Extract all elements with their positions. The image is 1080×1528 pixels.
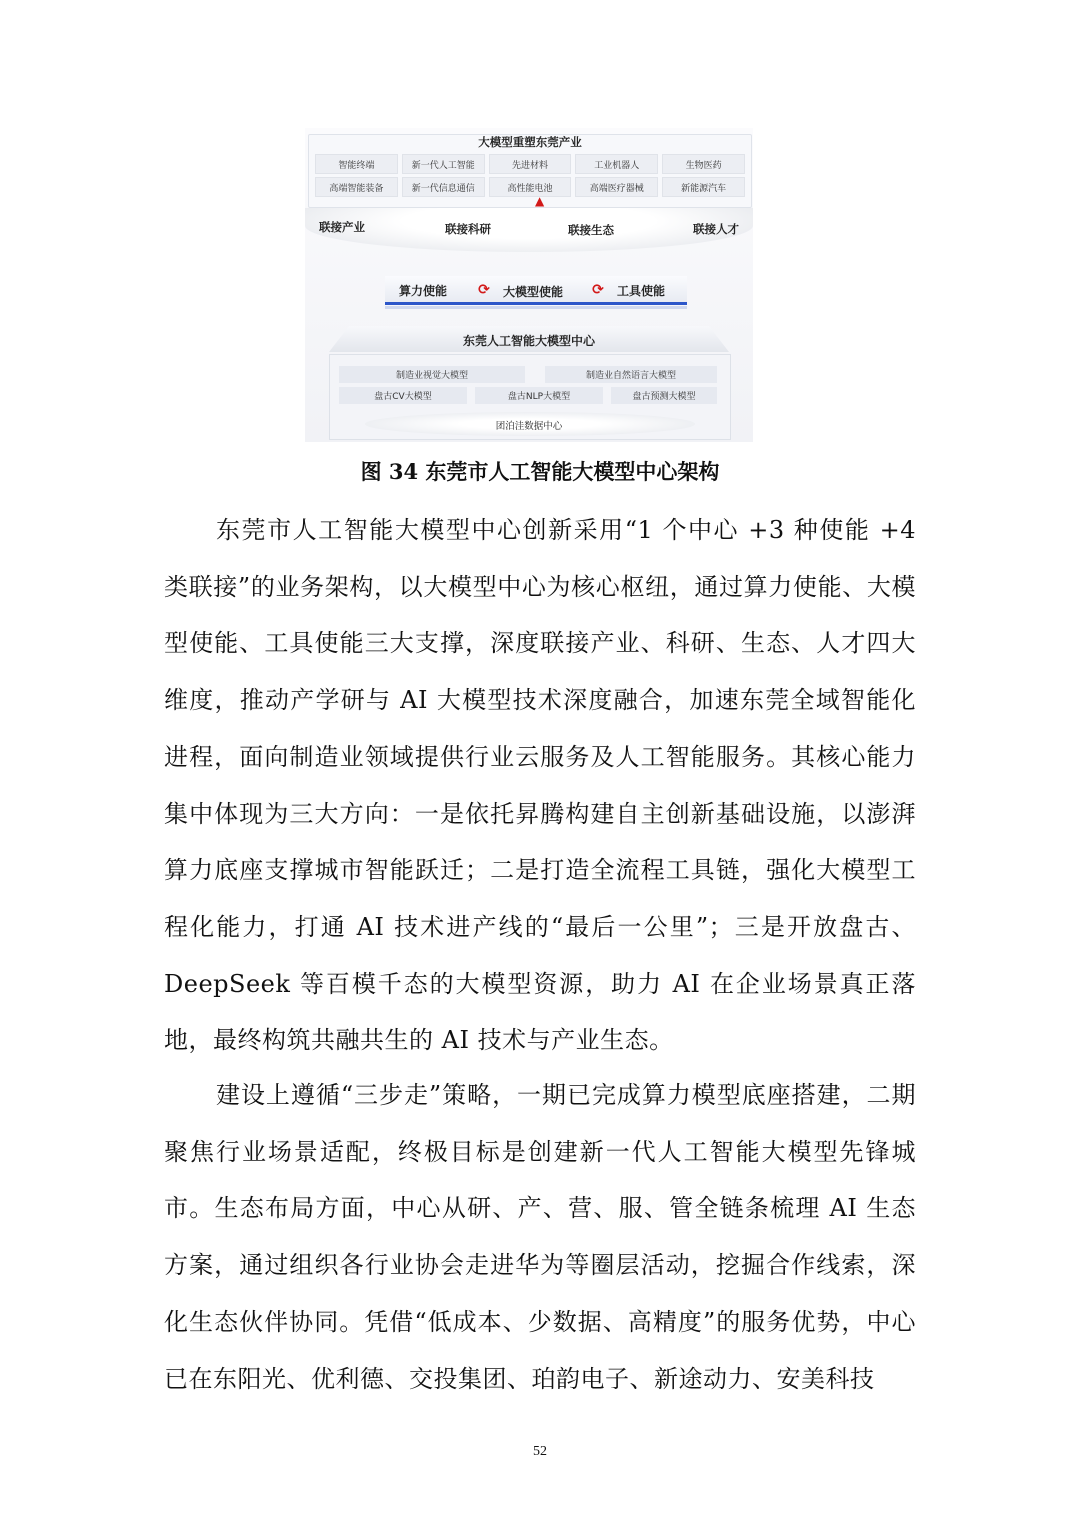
- model-box: 盘古预测大模型: [611, 387, 717, 404]
- enabler-label: 算力使能: [399, 284, 448, 298]
- model-box: 盘古NLP大模型: [475, 387, 603, 404]
- connection-label: 联接生态: [568, 223, 614, 237]
- arrow-up-icon: ▲: [535, 194, 545, 208]
- industry-cell: 新一代信息通信: [402, 177, 485, 197]
- data-center-label: 团泊洼数据中心: [495, 421, 563, 432]
- industry-title: 大模型重塑东莞产业: [478, 135, 582, 149]
- industry-cell: 工业机器人: [575, 154, 658, 174]
- industry-cell: 生物医药: [662, 154, 745, 174]
- industry-cell: 先进材料: [489, 154, 572, 174]
- paragraph: 建设上遵循“三步走”策略，一期已完成算力模型底座搭建，二期聚焦行业场景适配，终极目标是创建新一代人工智能大模型先锋城市。生态布局方面，中心从研、产、营、服、管全链条梳理 AI 生态方案，通过组织各行业协会走进华为等圈层活动，挖掘合作线索，深化生态伙伴协同。凭借“低成本、少数据、高精度”的服务优势，中心已在东阳光、优利德、交投集团、珀韵电子、新途动力、安美科技: [164, 1081, 916, 1393]
- connection-label: 联接人才: [693, 222, 739, 236]
- architecture-figure: [305, 128, 753, 442]
- industry-cell: 新能源汽车: [662, 177, 745, 197]
- industry-cell: 新一代人工智能: [402, 154, 485, 174]
- model-box: 制造业自然语言大模型: [545, 366, 717, 383]
- enabler-label: 工具使能: [617, 284, 666, 298]
- cycle-icon: ⟳: [478, 282, 490, 298]
- industry-grid: [315, 154, 745, 197]
- industry-cell: 高性能电池: [489, 177, 572, 197]
- connection-label: 联接科研: [445, 222, 491, 236]
- model-box: 盘古CV大模型: [339, 387, 467, 404]
- connection-label: 联接产业: [319, 220, 365, 234]
- industry-cell: 高端医疗器械: [575, 177, 658, 197]
- figure-caption: 图 34 东莞市人工智能大模型中心架构: [360, 459, 720, 484]
- cycle-icon: ⟳: [592, 282, 604, 298]
- enabler-label: 大模型使能: [503, 285, 564, 299]
- industry-cell: 智能终端: [315, 154, 398, 174]
- page-number: 52: [533, 1444, 547, 1459]
- paragraph: 东莞市人工智能大模型中心创新采用“1 个中心 +3 种使能 +4 类联接”的业务架构，以大模型中心为核心枢纽，通过算力使能、大模型使能、工具使能三大支撑，深度联接产业、科研、生态、人才四大维度，推动产学研与 AI 大模型技术深度融合，加速东莞全域智能化进程，面向制造业领域提供行业云服务及人工智能服务。其核心能力集中体现为三大方向：一是依托昇腾构建自主创新基础设施，以澎湃算力底座支撑城市智能跃迁；二是打造全流程工具链，强化大模型工程化能力，打通 AI 技术进产线的“最后一公里”；三是开放盘古、DeepSeek 等百模千态的大模型资源，助力 AI 在企业场景真正落地，最终构筑共融共生的 AI 技术与产业生态。: [164, 516, 916, 1055]
- industry-cell: 高端智能装备: [315, 177, 398, 197]
- enablement-bar: [385, 276, 687, 305]
- model-box: 制造业视觉大模型: [339, 366, 525, 383]
- industry-panel: [308, 134, 752, 208]
- center-title: 东莞人工智能大模型中心: [462, 334, 595, 348]
